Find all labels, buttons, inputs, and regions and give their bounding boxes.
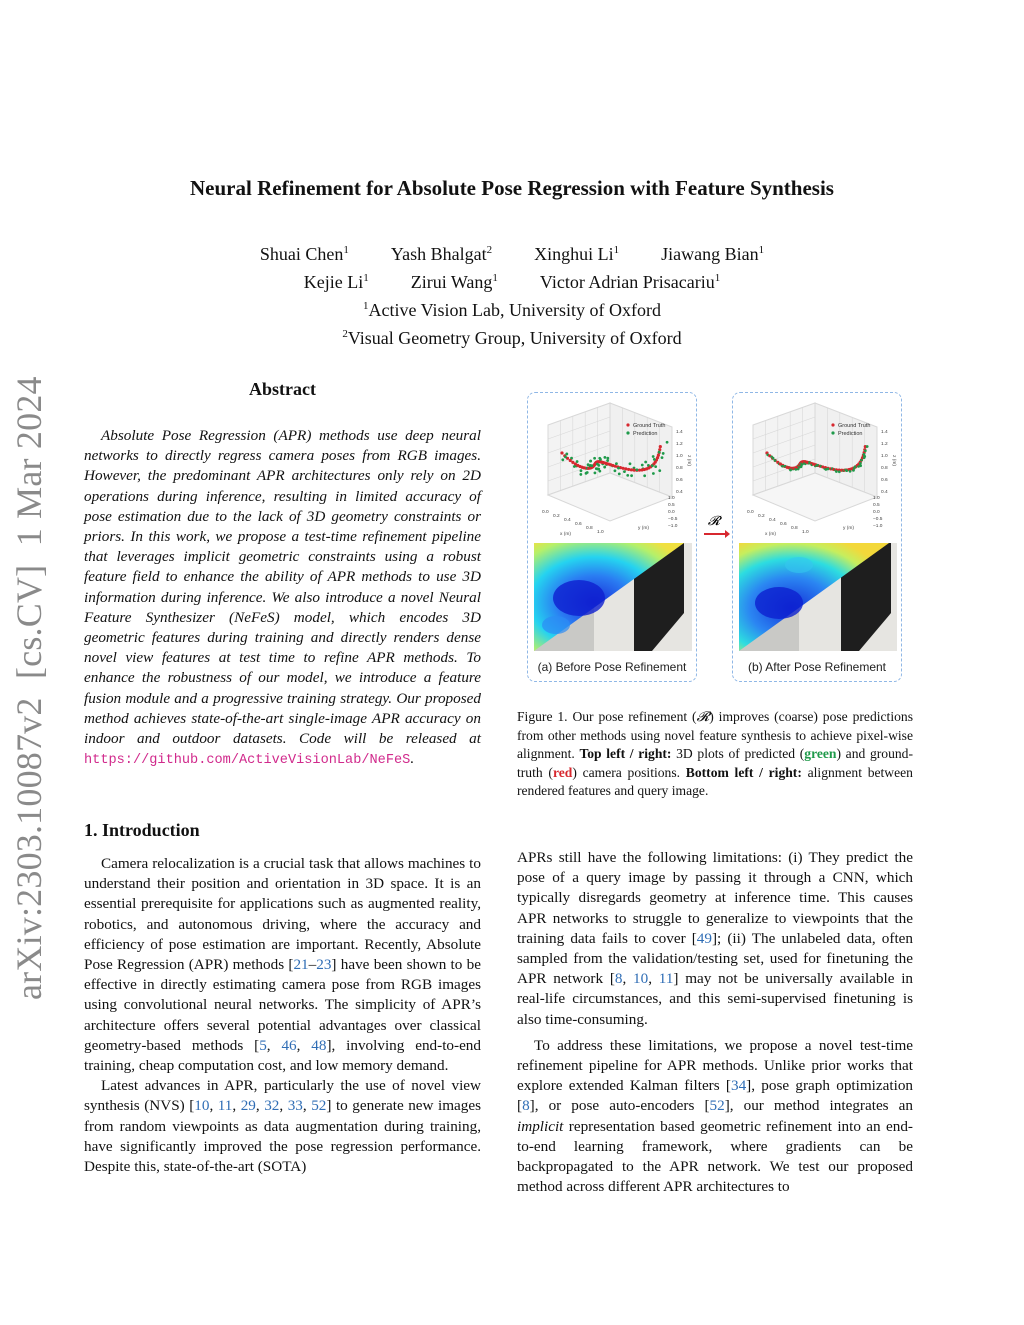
x-axis-label: x (m) (560, 532, 571, 537)
author-block (0, 238, 1024, 350)
z-tick-label: 1.4 (881, 430, 888, 435)
citation-link[interactable]: 10 (633, 970, 649, 988)
author-name: Zirui Wang$^1$ (410, 272, 498, 292)
citation-link[interactable]: 48 (311, 1036, 327, 1054)
prediction-point (595, 467, 598, 470)
x-tick-label: 0.6 (780, 522, 787, 527)
citation-link[interactable]: 52 (709, 1097, 725, 1115)
prediction-point (573, 465, 576, 468)
x-tick-label: 0.0 (747, 510, 754, 515)
y-tick-label: 0.0 (668, 510, 675, 515)
prediction-point (863, 453, 866, 456)
prediction-point (641, 464, 644, 467)
prediction-point (652, 472, 655, 475)
abstract-heading: Abstract (249, 379, 316, 399)
prediction-point (835, 470, 838, 473)
code-link[interactable]: https://github.com/ActiveVisionLab/NeFeS (84, 753, 411, 769)
prediction-point (629, 462, 632, 465)
prediction-point (606, 457, 609, 460)
prediction-point (589, 460, 592, 463)
prediction-point (580, 469, 583, 472)
prediction-point (615, 462, 618, 465)
y-tick-label: 0.5 (668, 503, 675, 508)
prediction-point (644, 461, 647, 464)
prediction-point (630, 474, 633, 477)
prediction-point (636, 468, 639, 471)
prediction-point (661, 456, 664, 459)
y-axis-label: y (m) (638, 526, 649, 531)
intro-paragraph-1: Camera relocalization is a crucial task that allows machines to understand their position and orientation in 3D space. It is an essential prerequisite for applications such as augmented reality, robotics, and autonomous driving, where the accuracy and efficiency of pose estimation are important. Recently, Absolute Pose Regression (APR) methods [21–23] have been shown to be effective in directly estimating camera pose from RGB images using convolutional neural networks. The simplicity of APR’s architecture offers several potential advantages over classical geometry-based methods [5, 46, 48], involving end-to-end training, cheap computation cost, and low memory demand. (84, 855, 481, 1075)
prediction-point (838, 470, 841, 473)
legend-ground-truth: Ground Truth (633, 423, 666, 429)
y-axis-label: y (m) (843, 526, 854, 531)
intro-left-column (84, 854, 481, 1177)
ground-truth-point (657, 454, 660, 457)
citation-link[interactable]: 33 (287, 1097, 303, 1115)
y-tick-label: −1.0 (668, 524, 678, 529)
z-tick-label: 0.4 (881, 490, 888, 495)
author-name: Shuai Chen$^1$ (259, 244, 349, 264)
z-tick-label: 0.8 (881, 466, 888, 471)
citation-link[interactable]: 8 (614, 970, 623, 988)
author-row-1 (0, 238, 1024, 266)
citation-link[interactable]: 49 (696, 929, 712, 947)
ground-truth-point (627, 468, 630, 471)
prediction-point (666, 441, 669, 444)
x-tick-label: 0.4 (564, 518, 571, 523)
prediction-point (651, 464, 654, 467)
y-tick-label: −0.5 (873, 517, 883, 522)
prediction-point (594, 471, 597, 474)
y-tick-label: −0.5 (668, 517, 678, 522)
citation-link[interactable]: 32 (264, 1097, 280, 1115)
y-tick-label: 0.5 (873, 503, 880, 508)
author-name: Kejie Li$^1$ (303, 272, 369, 292)
author-name: Victor Adrian Prisacariu$^1$ (539, 272, 721, 292)
panel-label-before: (a) Before Pose Refinement (537, 660, 687, 674)
prediction-point (599, 458, 602, 461)
ground-truth-point (624, 467, 627, 470)
ground-truth-point (621, 467, 624, 470)
y-tick-label: 1.0 (668, 496, 675, 501)
abstract-text: Absolute Pose Regression (APR) methods use deep neural networks to directly regress camera poses from RGB images. However, the predominant APR architectures only rely on 2D operations during inference, resulting in limited accuracy of pose estimation due to the lack of 3D geometry constraints or priors. In this work, we propose a test-time refinement pipeline that leverages implicit geometric constraints using a robust feature field to enhance the ability of APR methods to use 3D information during inference. We also introduce a novel Neural Feature Synthesizer (NeFeS) model, which encodes 3D geometric features during training and directly renders dense novel view features at test time to refine APR methods. To enhance the robustness of our model, we introduce a feature fusion module and a progressive training strategy. Our proposed method achieves state-of-the-art single-image APR accuracy on indoor and outdoor datasets. Code will be released at https://github.com/ActiveVisionLab/NeFeS. (84, 427, 481, 769)
plot-before-3d (530, 395, 694, 543)
x-tick-label: 0.6 (575, 522, 582, 527)
x-tick-label: 1.0 (597, 530, 604, 535)
intro-paragraph-3: APRs still have the following limitations: (i) They predict the pose of a query image by passing it through a CNN, which typically disregards geometry at inference time. This causes APR networks to struggle to generalize to viewpoints that the training data fails to cover [49]; (ii) The unlabeled data, often sampled from the validation/testing set, used for finetuning the APR network [8, 10, 11] may not be universally available in real-life circumstances, and this semi-supervised finetuning is also time-consuming. (517, 849, 914, 1028)
citation-link[interactable]: 10 (194, 1097, 210, 1115)
prediction-point (623, 470, 626, 473)
prediction-point (561, 458, 564, 461)
arxiv-stamp: arXiv:2303.10087v2 [cs.CV] 1 Mar 2024 (9, 376, 49, 1000)
z-axis-label: z (m) (891, 455, 896, 466)
affiliation-1: $^1$Active Vision Lab, University of Oxford (362, 300, 662, 320)
section-heading-introduction: 1. Introduction (84, 820, 200, 840)
prediction-point (579, 473, 582, 476)
prediction-point (593, 457, 596, 460)
legend-prediction: Prediction (633, 431, 658, 437)
x-tick-label: 0.8 (586, 526, 593, 531)
prediction-point (596, 463, 599, 466)
prediction-point (617, 467, 620, 470)
citation-link[interactable]: 5 (259, 1036, 267, 1054)
prediction-point (614, 469, 617, 472)
y-tick-label: −1.0 (873, 524, 883, 529)
z-tick-label: 0.6 (881, 478, 888, 483)
prediction-point (658, 451, 661, 454)
intro-right-column (517, 848, 913, 1197)
x-tick-label: 0.2 (758, 514, 765, 519)
citation-link[interactable]: 29 (240, 1097, 256, 1115)
citation-link[interactable]: 11 (217, 1097, 233, 1115)
ground-truth-point (569, 459, 572, 462)
figure-caption: Figure 1. Our pose refinement (𝓡) improves (coarse) pose predictions from other methods using novel feature synthesis to achieve pixel-wise alignment. Top left / right: 3D plots of predicted (green) and ground-truth (red) camera positions. Bottom left / right: alignment between rendered features and query image. (517, 709, 914, 799)
z-tick-label: 1.4 (676, 430, 683, 435)
figure-1 (527, 392, 902, 682)
citation-link[interactable]: 23 (316, 956, 332, 974)
intro-paragraph-4: To address these limitations, we propose a novel test-time refinement pipeline for APR methods. Unlike prior works that explore extended Kalman filters [34], pose graph optimization [8], or pose auto-encoders [52], our method integrates an implicit representation based geometric refinement into an end-to-end learning framework, where gradients can be backpropagated to the APR network. We test our proposed method across different APR architectures to (517, 1036, 914, 1196)
z-tick-label: 1.0 (881, 454, 888, 459)
prediction-point (590, 464, 593, 467)
x-tick-label: 0.4 (769, 518, 776, 523)
prediction-point (603, 466, 606, 469)
author-name: Yash Bhalgat$^2$ (390, 244, 493, 264)
prediction-point (774, 459, 777, 462)
plot-after-3d (735, 395, 899, 543)
prediction-point (859, 464, 862, 467)
prediction-point (564, 456, 567, 459)
affiliation-2: $^2$Visual Geometry Group, University of Oxford (342, 328, 682, 348)
x-tick-label: 0.8 (791, 526, 798, 531)
citation-link[interactable]: 11 (658, 970, 674, 988)
x-tick-label: 0.0 (542, 510, 549, 515)
prediction-point (864, 449, 867, 452)
z-tick-label: 1.2 (881, 442, 888, 447)
prediction-point (654, 465, 657, 468)
intro-paragraph-2: Latest advances in APR, particularly the use of novel view synthesis (NVS) [10, 11, 29, 32, 33, 52] to generate new images from random viewpoints as data augmentation during training, have significantly improved the pose regression performance. Despite this, state-of-the-art (SOTA) (84, 1077, 482, 1176)
feature-alignment-image-before (534, 543, 692, 651)
prediction-point (816, 464, 819, 467)
citation-link[interactable]: 21 (293, 956, 309, 974)
figure-panel-after (732, 392, 902, 682)
prediction-point (626, 474, 629, 477)
prediction-point (662, 452, 665, 455)
ground-truth-point (659, 445, 662, 448)
prediction-point (652, 455, 655, 458)
citation-link[interactable]: 52 (311, 1097, 327, 1115)
prediction-point (772, 457, 775, 460)
citation-link[interactable]: 8 (522, 1097, 530, 1115)
panel-label-after: (b) After Pose Refinement (747, 660, 887, 674)
prediction-point (576, 460, 579, 463)
prediction-point (845, 469, 848, 472)
ground-truth-point (560, 451, 563, 454)
prediction-point (603, 456, 606, 459)
prediction-point (618, 472, 621, 475)
figure-panel-before (527, 392, 697, 682)
prediction-point (866, 445, 869, 448)
legend-prediction: Prediction (838, 431, 863, 437)
prediction-point (585, 472, 588, 475)
z-axis-label: z (m) (686, 455, 691, 466)
prediction-point (643, 474, 646, 477)
prediction-point (653, 458, 656, 461)
feature-alignment-image-after (739, 543, 897, 651)
prediction-point (658, 469, 661, 472)
paper-title: Neural Refinement for Absolute Pose Regression with Feature Synthesis (190, 176, 834, 200)
z-tick-label: 0.6 (676, 478, 683, 483)
x-tick-label: 1.0 (802, 530, 809, 535)
legend-ground-truth: Ground Truth (838, 423, 871, 429)
y-tick-label: 0.0 (873, 510, 880, 515)
z-tick-label: 0.4 (676, 490, 683, 495)
refine-arrow-icon (701, 514, 731, 544)
x-tick-label: 0.2 (553, 514, 560, 519)
prediction-point (565, 453, 568, 456)
author-name: Jiawang Bian$^1$ (661, 244, 765, 264)
prediction-point (606, 459, 609, 462)
y-tick-label: 1.0 (873, 496, 880, 501)
ground-truth-point (630, 468, 633, 471)
z-tick-label: 1.2 (676, 442, 683, 447)
citation-link[interactable]: 34 (730, 1077, 747, 1095)
prediction-point (859, 462, 862, 465)
x-axis-label: x (m) (765, 532, 776, 537)
citation-link[interactable]: 46 (281, 1036, 297, 1054)
author-row-2 (0, 266, 1024, 294)
z-tick-label: 1.0 (676, 454, 683, 459)
author-name: Xinghui Li$^1$ (534, 244, 620, 264)
z-tick-label: 0.8 (676, 466, 683, 471)
prediction-point (827, 468, 830, 471)
refine-symbol: 𝓡 (707, 514, 721, 529)
